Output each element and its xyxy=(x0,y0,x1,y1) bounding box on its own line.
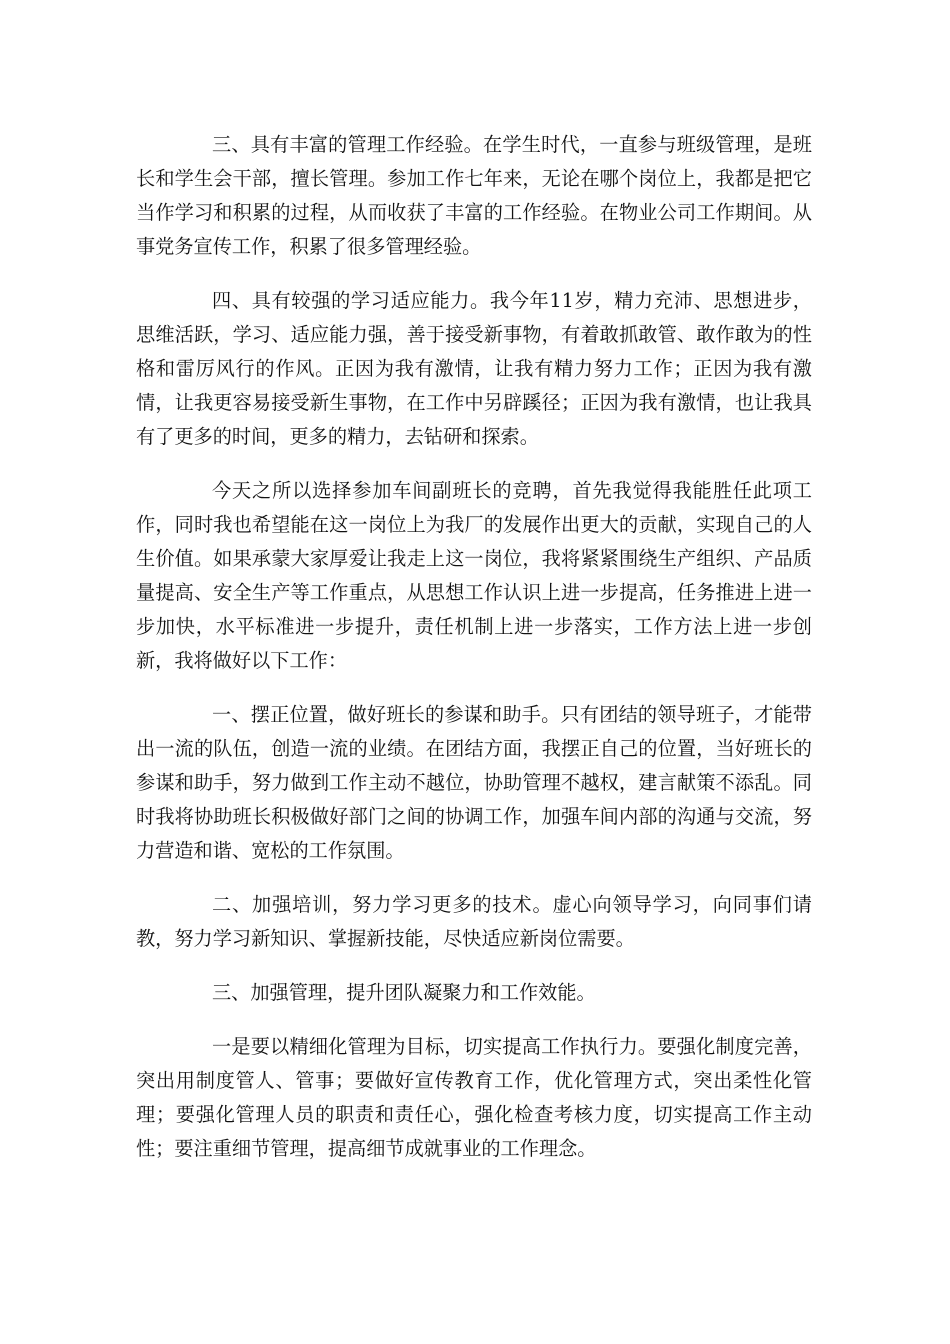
paragraph-management-heading: 三、加强管理，提升团队凝聚力和工作效能。 xyxy=(212,981,596,1004)
document-page xyxy=(136,128,812,1186)
paragraph-learning-ability: 四、具有较强的学习适应能力。我今年11岁，精力充沛、思想进步，思维活跃，学习、适应能力强，善于接受新事物，有着敢抓敢管、敢作敢为的性格和雷厉风行的作风。正因为我有激情，让我有精力努力工作；正因为我有激情，让我更容易接受新生事物，在工作中另辟蹊径；正因为我有激情，也让我具有了更多的时间，更多的精力，去钻研和探索。 xyxy=(136,289,812,448)
paragraph-experience: 三、具有丰富的管理工作经验。在学生时代，一直参与班级管理，是班长和学生会干部，擅长管理。参加工作七年来，无论在哪个岗位上，我都是把它当作学习和积累的过程，从而收获了丰富的工作经验。在物业公司工作期间。从事党务宣传工作，积累了很多管理经验。 xyxy=(136,133,812,258)
paragraph-training: 二、加强培训，努力学习更多的技术。虚心向领导学习，向同事们请教，努力学习新知识、掌握新技能，尽快适应新岗位需要。 xyxy=(136,893,812,950)
paragraph-position: 一、摆正位置，做好班长的参谋和助手。只有团结的领导班子，才能带出一流的队伍，创造一流的业绩。在团结方面，我摆正自己的位置，当好班长的参谋和助手，努力做到工作主动不越位，协助管理不越权，建言献策不添乱。同时我将协助班长积极做好部门之间的协调工作，加强车间内部的沟通与交流，努力营造和谐、宽松的工作氛围。 xyxy=(136,703,812,862)
paragraph-motivation: 今天之所以选择参加车间副班长的竞聘，首先我觉得我能胜任此项工作，同时我也希望能在这一岗位上为我厂的发展作出更大的贡献，实现自己的人生价值。如果承蒙大家厚爱让我走上这一岗位，我将紧紧围绕生产组织、产品质量提高、安全生产等工作重点，从思想工作认识上进一步提高，任务推进上进一步加快，水平标准进一步提升，责任机制上进一步落实，工作方法上进一步创新，我将做好以下工作： xyxy=(136,479,812,672)
paragraph-refined-management: 一是要以精细化管理为目标，切实提高工作执行力。要强化制度完善，突出用制度管人、管事；要做好宣传教育工作，优化管理方式，突出柔性化管理；要强化管理人员的职责和责任心，强化检查考核力度，切实提高工作主动性；要注重细节管理，提高细节成就事业的工作理念。 xyxy=(136,1035,812,1160)
